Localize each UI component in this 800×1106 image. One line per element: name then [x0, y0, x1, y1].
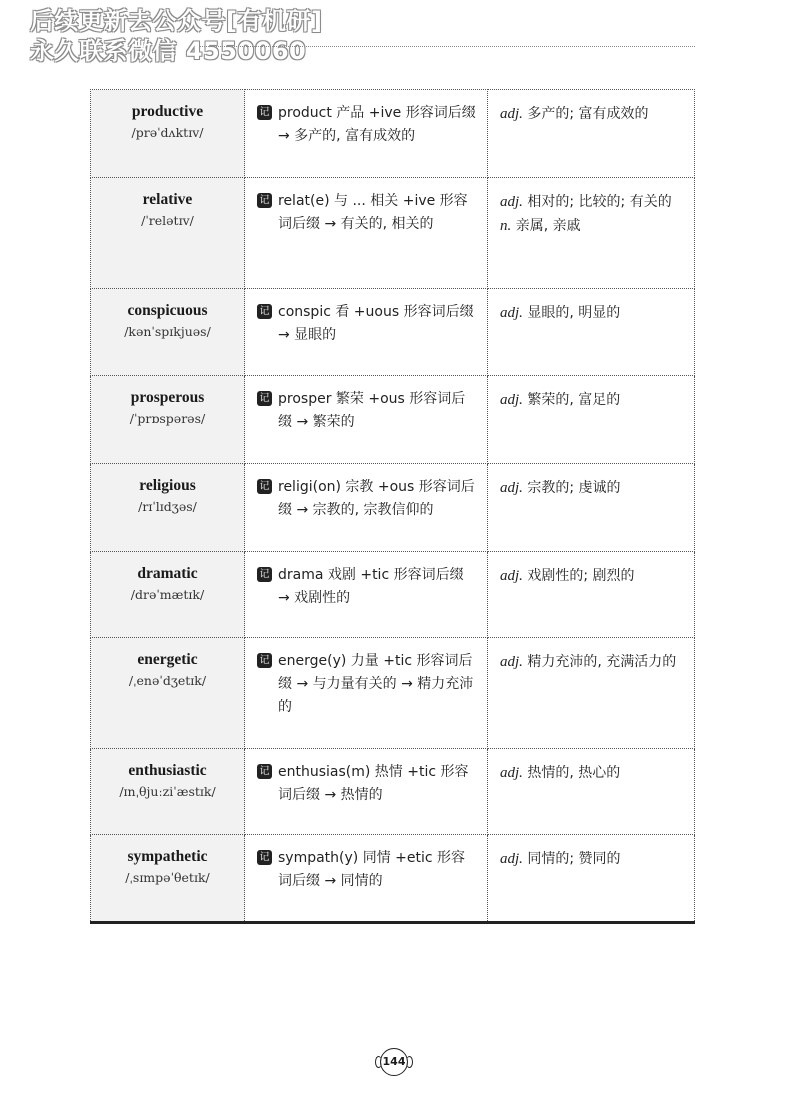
memory-tip-text: sympath(y) 同情 +etic 形容词后缀 → 同情的 [278, 850, 466, 889]
table-row [91, 178, 695, 289]
definition-line [500, 650, 686, 674]
definition-line [500, 476, 686, 500]
memory-cell [245, 289, 488, 376]
part-of-speech: adj. [500, 392, 523, 408]
memory-cell [245, 376, 488, 464]
part-of-speech: adj. [500, 654, 523, 670]
definition-cell [488, 835, 695, 923]
memory-tip-icon: 记 [257, 105, 272, 120]
memory-tip-icon: 记 [257, 193, 272, 208]
memory-tip-icon: 记 [257, 653, 272, 668]
definition-text: 繁荣的, 富足的 [522, 392, 621, 408]
table-row [91, 552, 695, 638]
definition-text: 亲属, 亲戚 [511, 218, 581, 234]
headword: relative [142, 191, 193, 208]
memory-tip-text: drama 戏剧 +tic 形容词后缀 → 戏剧性的 [278, 567, 464, 606]
definition-line [500, 564, 686, 588]
memory-tip-icon: 记 [257, 479, 272, 494]
word-cell [91, 464, 245, 552]
headword: enthusiastic [128, 762, 207, 779]
headword: dramatic [137, 565, 198, 582]
definition-line [500, 190, 686, 214]
watermark [30, 6, 322, 66]
definition-line [500, 301, 686, 325]
phonetic: /ɪnˌθjuːziˈæstɪk/ [119, 784, 216, 799]
table-row [91, 835, 695, 923]
definition-line [500, 214, 686, 238]
definition-text: 宗教的; 虔诚的 [522, 480, 621, 496]
memory-tip-text: product 产品 +ive 形容词后缀 → 多产的, 富有成效的 [278, 105, 476, 144]
definition-text: 显眼的, 明显的 [522, 305, 621, 321]
table-row [91, 638, 695, 749]
table-row [91, 464, 695, 552]
phonetic: /drəˈmætɪk/ [130, 587, 205, 602]
word-cell [91, 90, 245, 178]
memory-cell [245, 90, 488, 178]
definition-text: 精力充沛的, 充满活力的 [522, 654, 677, 670]
part-of-speech: adj. [500, 851, 523, 867]
phonetic: /ˌenəˈdʒetɪk/ [128, 673, 207, 688]
memory-tip-text: energe(y) 力量 +tic 形容词后缀 → 与力量有关的 → 精力充沛的 [278, 653, 474, 715]
watermark-line-2: 永久联系微信 4550060 [30, 37, 307, 65]
headword: religious [139, 477, 196, 494]
memory-cell [245, 552, 488, 638]
headword: conspicuous [127, 302, 208, 319]
table-row [91, 749, 695, 835]
memory-cell [245, 835, 488, 923]
word-cell [91, 178, 245, 289]
phonetic: /prəˈdʌktɪv/ [131, 125, 204, 140]
memory-cell [245, 464, 488, 552]
definition-text: 相对的; 比较的; 有关的 [522, 194, 672, 210]
memory-cell [245, 638, 488, 749]
headword: energetic [137, 651, 198, 668]
vocabulary-table [90, 89, 695, 924]
definition-cell [488, 464, 695, 552]
table-row [91, 90, 695, 178]
part-of-speech: adj. [500, 765, 523, 781]
definition-cell [488, 552, 695, 638]
word-cell [91, 835, 245, 923]
definition-line [500, 847, 686, 871]
definition-cell [488, 638, 695, 749]
word-cell [91, 638, 245, 749]
definition-cell [488, 90, 695, 178]
phonetic: /rɪˈlɪdʒəs/ [138, 499, 197, 514]
word-cell [91, 552, 245, 638]
headword: productive [131, 103, 204, 120]
page-number: 144 [380, 1048, 408, 1076]
definition-text: 多产的; 富有成效的 [522, 106, 649, 122]
definition-cell [488, 178, 695, 289]
memory-tip-icon: 记 [257, 304, 272, 319]
memory-tip-text: religi(on) 宗教 +ous 形容词后缀 → 宗教的, 宗教信仰的 [278, 479, 475, 518]
phonetic: /ˈprɒspərəs/ [129, 411, 206, 426]
memory-tip-text: relat(e) 与 ... 相关 +ive 形容词后缀 → 有关的, 相关的 [278, 193, 468, 232]
part-of-speech: adj. [500, 106, 523, 122]
definition-text: 戏剧性的; 剧烈的 [522, 568, 635, 584]
memory-tip-text: enthusias(m) 热情 +tic 形容词后缀 → 热情的 [278, 764, 469, 803]
part-of-speech: n. [500, 218, 512, 234]
table-row [91, 376, 695, 464]
definition-text: 热情的, 热心的 [522, 765, 621, 781]
phonetic: /kənˈspɪkjuəs/ [124, 324, 211, 339]
memory-tip-text: conspic 看 +uous 形容词后缀 → 显眼的 [278, 304, 474, 343]
table-row [91, 289, 695, 376]
headword: prosperous [130, 389, 205, 406]
memory-tip-text: prosper 繁荣 +ous 形容词后缀 → 繁荣的 [278, 391, 466, 430]
part-of-speech: adj. [500, 305, 523, 321]
definition-line [500, 102, 686, 126]
memory-cell [245, 178, 488, 289]
header-dotted-rule [200, 46, 695, 47]
memory-tip-icon: 记 [257, 391, 272, 406]
part-of-speech: adj. [500, 194, 523, 210]
memory-cell [245, 749, 488, 835]
definition-cell [488, 749, 695, 835]
watermark-line-1: 后续更新去公众号[有机研] [30, 7, 323, 35]
headword: sympathetic [127, 848, 208, 865]
definition-text: 同情的; 赞同的 [522, 851, 621, 867]
memory-tip-icon: 记 [257, 764, 272, 779]
word-cell [91, 376, 245, 464]
memory-tip-icon: 记 [257, 567, 272, 582]
word-cell [91, 749, 245, 835]
phonetic: /ˈrelətɪv/ [141, 213, 194, 228]
memory-tip-icon: 记 [257, 850, 272, 865]
part-of-speech: adj. [500, 568, 523, 584]
part-of-speech: adj. [500, 480, 523, 496]
definition-line [500, 388, 686, 412]
definition-cell [488, 289, 695, 376]
phonetic: /ˌsɪmpəˈθetɪk/ [125, 870, 210, 885]
definition-line [500, 761, 686, 785]
word-cell [91, 289, 245, 376]
definition-cell [488, 376, 695, 464]
